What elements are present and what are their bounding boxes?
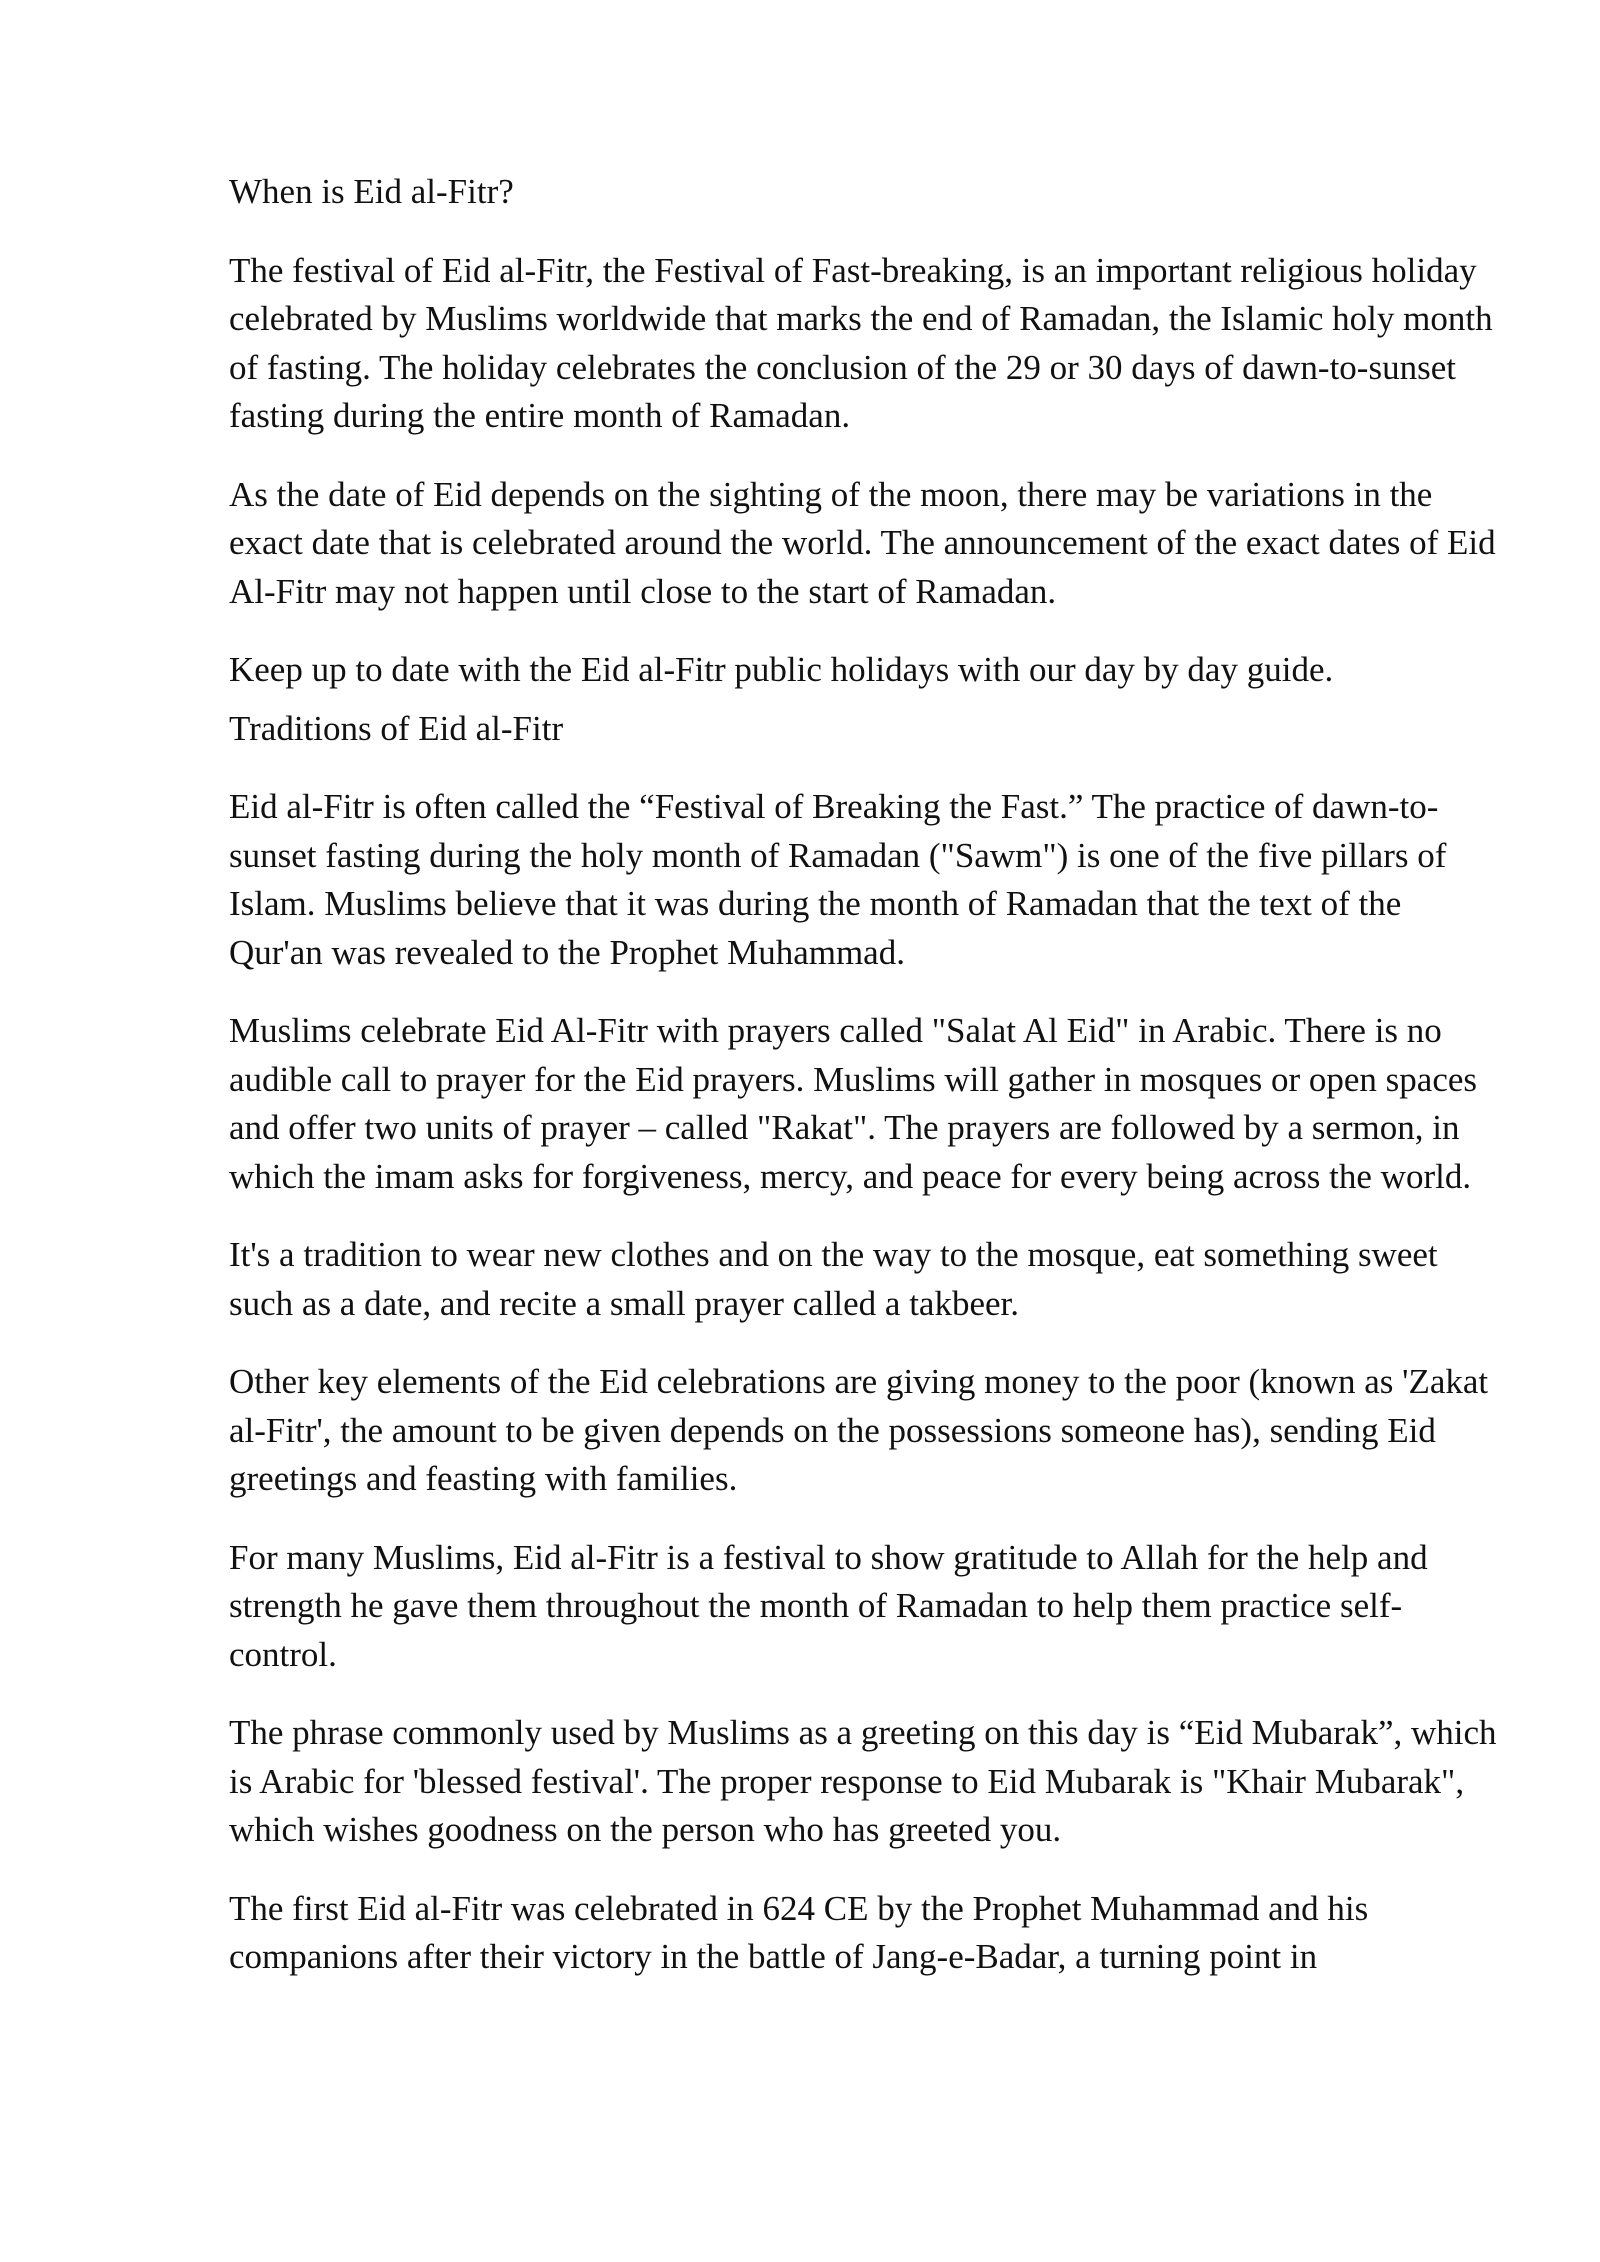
paragraph-breaking-the-fast: Eid al-Fitr is often called the “Festival of Breaking the Fast.” The practice of dawn-to-sunset fasting during the holy month of Ramadan ("Sawm") is one of the five pillars of Islam. Muslims believe that it was during the month of Ramadan that the text of the Qur'an was revealed to the Prophet Muhammad. [229,787,1447,972]
paragraph-eid-mubarak: The phrase commonly used by Muslims as a greeting on this day is “Eid Mubarak”, which is Arabic for 'blessed festival'. The proper response to Eid Mubarak is "Khair Mubarak", which wishes goodness on the person who has greeted you. [229,1713,1497,1849]
paragraph-first-eid: The first Eid al-Fitr was celebrated in 624 CE by the Prophet Muhammad and his companions after their victory in the battle of Jang-e-Badar, a turning point in [229,1888,1369,1976]
paragraph-intro: The festival of Eid al-Fitr, the Festival of Fast-breaking, is an important religious holiday celebrated by Muslims worldwide that marks the end of Ramadan, the Islamic holy month of fasting. The holiday celebrates the conclusion of the 29 or 30 days of dawn-to-sunset fasting during the entire month of Ramadan. [229,250,1493,435]
heading-traditions: Traditions of Eid al-Fitr [229,708,564,748]
paragraph-new-clothes: It's a tradition to wear new clothes and on the way to the mosque, eat something sweet such as a date, and recite a small prayer called a takbeer. [229,1235,1438,1323]
heading-when-is-eid: When is Eid al-Fitr? [229,172,514,211]
paragraph-gratitude: For many Muslims, Eid al-Fitr is a festival to show gratitude to Allah for the help and strength he gave them throughout the month of Ramadan to help them practice self-control. [229,1537,1428,1674]
document-body [229,168,1499,2012]
paragraph-keep-up-to-date: Keep up to date with the Eid al-Fitr public holidays with our day by day guide. [229,650,1334,689]
paragraph-prayers: Muslims celebrate Eid Al-Fitr with prayers called "Salat Al Eid" in Arabic. There is no audible call to prayer for the Eid prayers. Muslims will gather in mosques or open spaces and offer two units of prayer – called "Rakat". The prayers are followed by a sermon, in which the imam asks for forgiveness, mercy, and peace for every being across the world. [229,1011,1478,1196]
paragraph-moon-sighting: As the date of Eid depends on the sighting of the moon, there may be variations in the exact date that is celebrated around the world. The announcement of the exact dates of Eid Al-Fitr may not happen until close to the start of Ramadan. [229,474,1496,611]
paragraph-zakat: Other key elements of the Eid celebrations are giving money to the poor (known as 'Zakat al-Fitr', the amount to be given depends on the possessions someone has), sending Eid greetings and feasting with families. [229,1362,1489,1498]
